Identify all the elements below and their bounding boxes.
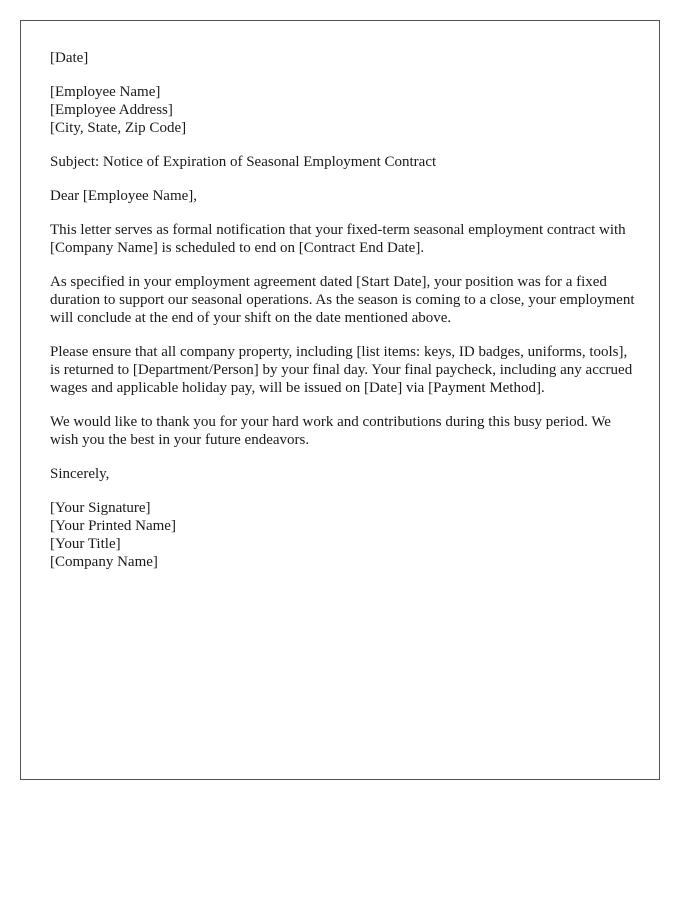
- body-paragraph-3: Please ensure that all company property, including [list items: keys, ID badges, uniforms, tools], is returned to [Department/Person] by your final day. Your final paycheck, including any accrued wages and applicable holiday pay, will be issued on [Date] via [Payment Method].: [50, 344, 633, 396]
- body-paragraph-2: As specified in your employment agreement dated [Start Date], your position was for a fixed duration to support our seasonal operations. As the season is coming to a close, your employment will conclude at the end of your shift on the date mentioned above.: [50, 274, 635, 326]
- recipient-city-state-zip: [City, State, Zip Code]: [50, 120, 187, 136]
- recipient-block: [50, 83, 640, 137]
- letter-body: [50, 49, 640, 587]
- recipient-address: [Employee Address]: [50, 102, 173, 118]
- letter-salutation: Dear [Employee Name],: [50, 188, 198, 204]
- letter-page: [20, 20, 660, 780]
- letter-date: [Date]: [50, 50, 89, 66]
- body-paragraph-1: This letter serves as formal notification that your fixed-term seasonal employment contract with [Company Name] is scheduled to end on [Contract End Date].: [50, 222, 626, 256]
- signature-line: [Your Signature]: [50, 500, 151, 516]
- body-paragraph-4: We would like to thank you for your hard work and contributions during this busy period. We wish you the best in your future endeavors.: [50, 414, 611, 448]
- company-line: [Company Name]: [50, 554, 158, 570]
- recipient-name: [Employee Name]: [50, 84, 161, 100]
- title-line: [Your Title]: [50, 536, 121, 552]
- signature-block: [50, 499, 640, 571]
- printed-name-line: [Your Printed Name]: [50, 518, 176, 534]
- letter-subject: Subject: Notice of Expiration of Seasonal Employment Contract: [50, 154, 437, 170]
- letter-closing: Sincerely,: [50, 466, 110, 482]
